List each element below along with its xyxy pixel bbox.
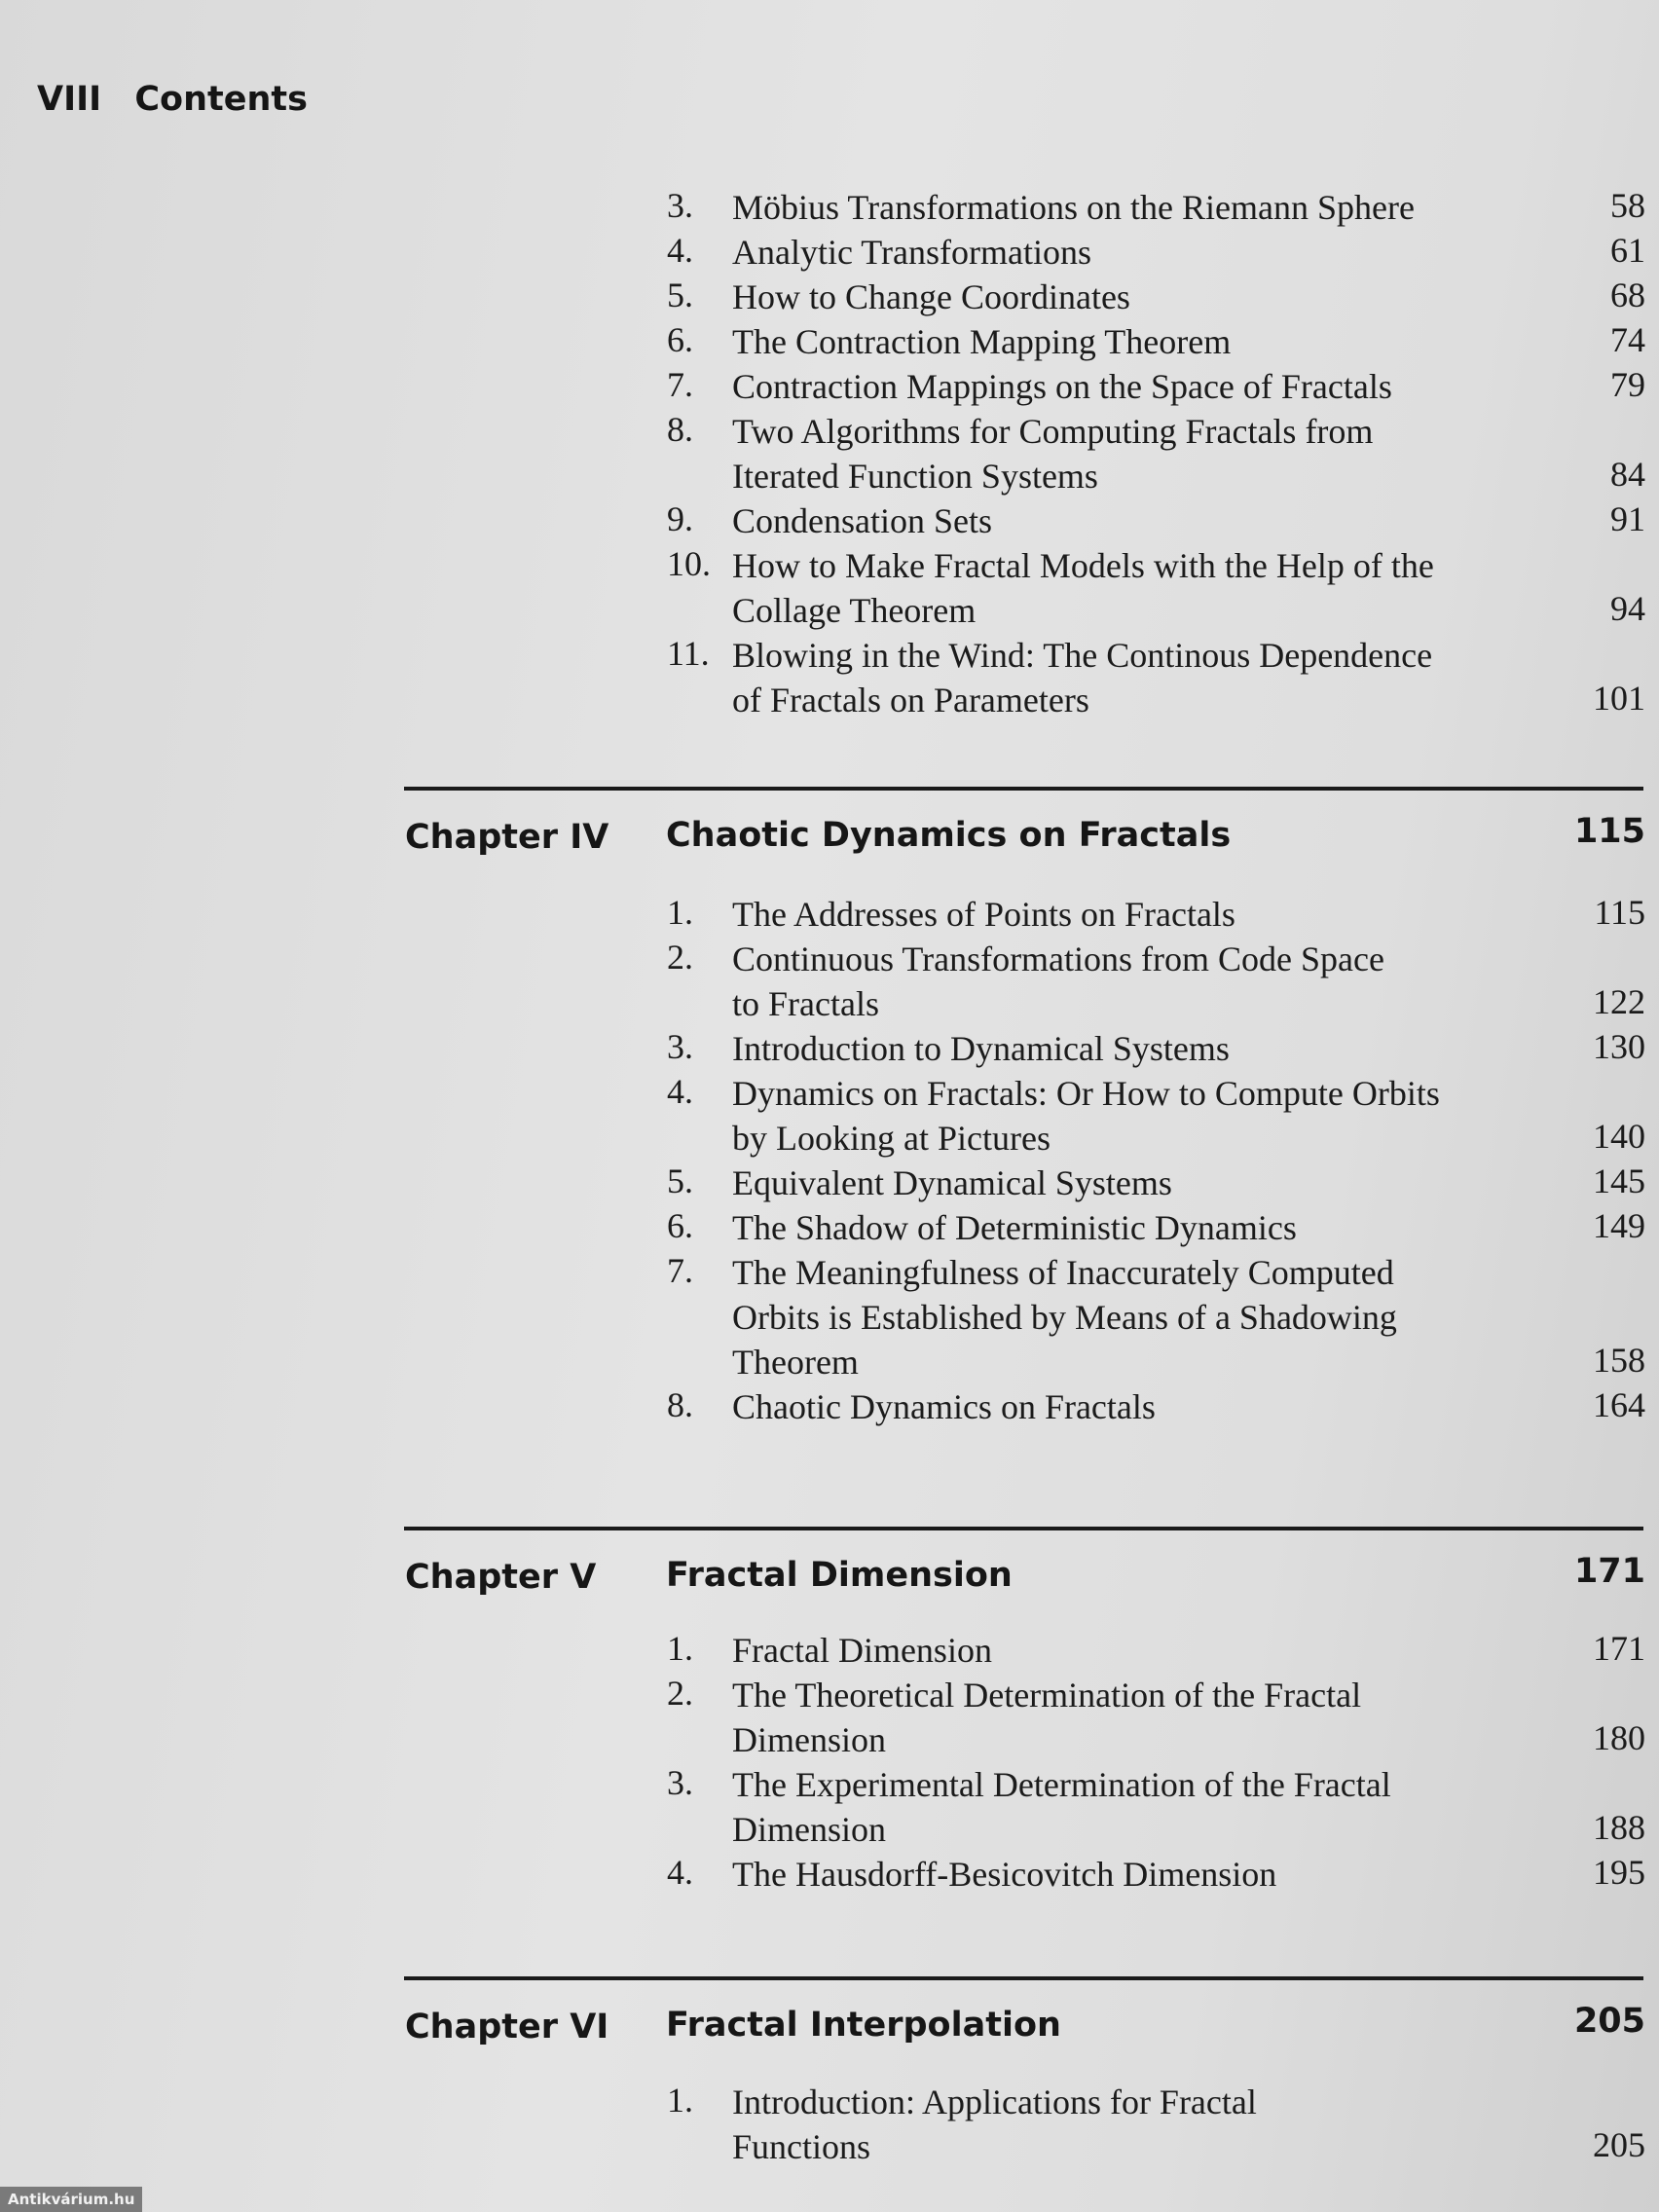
entry-title-line: Functions [732,2127,871,2166]
entry-title-line: Dynamics on Fractals: Or How to Compute Orbits [732,1074,1440,1113]
entry-number: 8. [667,1385,693,1424]
chapter-page: 205 [1573,2002,1645,2041]
entry-title [732,1205,1530,1250]
entry-title-line: Fractal Dimension [732,1631,992,1670]
chapter-page: 171 [1573,1552,1645,1591]
entry-number: 8. [667,410,693,449]
entry-title [732,1250,1530,1384]
entry-number: 2. [667,1674,693,1713]
entry-title-line: Equivalent Dynamical Systems [732,1163,1172,1202]
entry-page: 84 [1610,455,1645,494]
chapter-rule [404,787,1643,791]
entry-page: 122 [1593,982,1645,1021]
entry-title-line: Two Algorithms for Computing Fractals from [732,412,1374,451]
entry-title [732,364,1530,409]
entry-title-line: Möbius Transformations on the Riemann Sphere [732,188,1415,227]
chapter-title: Fractal Interpolation [666,2006,1061,2045]
entry-page: 145 [1593,1161,1645,1200]
entry-title-line: Chaotic Dynamics on Fractals [732,1387,1156,1426]
entry-page: 115 [1594,893,1645,932]
entry-page: 158 [1593,1341,1645,1380]
page-header [37,80,308,119]
entry-title-line: Introduction to Dynamical Systems [732,1029,1230,1068]
entry-title [732,2080,1530,2169]
entry-number: 10. [667,544,711,583]
entry-number: 2. [667,938,693,977]
entry-title-line: Continuous Transformations from Code Space [732,940,1384,978]
entry-title-line: How to Change Coordinates [732,277,1130,316]
entry-title-line: Blowing in the Wind: The Continous Dependence [732,636,1433,675]
entry-page: 130 [1593,1027,1645,1066]
chapter-title: Fractal Dimension [666,1556,1013,1595]
page-number: VIII [37,80,102,119]
entry-page: 58 [1610,186,1645,225]
entry-number: 1. [667,893,693,932]
entry-title [732,230,1530,275]
entry-number: 7. [667,1251,693,1290]
entry-page: 91 [1610,499,1645,538]
entry-number: 3. [667,1027,693,1066]
entry-title [732,1762,1530,1852]
entry-title-line: Contraction Mappings on the Space of Fractals [732,367,1392,406]
entry-number: 4. [667,231,693,270]
entry-page: 74 [1610,320,1645,359]
entry-number: 11. [667,634,710,673]
entry-title-line: The Hausdorff-Besicovitch Dimension [732,1855,1277,1894]
entry-title [732,633,1530,722]
entry-number: 7. [667,365,693,404]
entry-page: 171 [1593,1629,1645,1668]
entry-page: 164 [1593,1385,1645,1424]
entry-number: 9. [667,499,693,538]
chapter-label: Chapter V [405,1558,597,1597]
chapter-title: Chaotic Dynamics on Fractals [666,816,1232,855]
entry-title-line: The Meaningfulness of Inaccurately Computed [732,1253,1394,1292]
entry-page: 195 [1593,1853,1645,1892]
entry-page: 68 [1610,276,1645,314]
entry-title-line: Condensation Sets [732,501,992,540]
chapter-label: Chapter VI [405,2008,609,2046]
entry-page: 149 [1593,1206,1645,1245]
entry-title [732,1071,1530,1161]
entry-title-line: The Addresses of Points on Fractals [732,895,1235,934]
entry-title [732,498,1530,543]
entry-number: 1. [667,1629,693,1668]
entry-title-line: Collage Theorem [732,591,977,630]
entry-title [732,543,1530,633]
chapter-page: 115 [1573,812,1645,851]
entry-page: 94 [1610,589,1645,628]
chapter-label: Chapter IV [405,818,609,857]
entry-title-line: Dimension [732,1810,886,1849]
entry-page: 188 [1593,1808,1645,1847]
entry-title [732,1026,1530,1071]
entry-title [732,409,1530,498]
entry-title-line: The Experimental Determination of the Fractal [732,1765,1391,1804]
entry-number: 3. [667,186,693,225]
entry-title [732,275,1530,319]
entry-title-line: The Shadow of Deterministic Dynamics [732,1208,1297,1247]
entry-title [732,1161,1530,1205]
entry-page: 180 [1593,1718,1645,1757]
watermark: Antikvárium.hu [0,2187,142,2212]
entry-title-line: Orbits is Established by Means of a Shadowing [732,1298,1397,1337]
chapter-rule [404,1976,1643,1980]
entry-number: 5. [667,276,693,314]
entry-title-line: by Looking at Pictures [732,1119,1051,1158]
entry-number: 5. [667,1161,693,1200]
entry-title-line: Introduction: Applications for Fractal [732,2083,1257,2121]
entry-title [732,1628,1530,1673]
entry-number: 6. [667,1206,693,1245]
entry-title-line: of Fractals on Parameters [732,681,1089,719]
entry-page: 101 [1593,679,1645,718]
entry-page: 61 [1610,231,1645,270]
entry-number: 4. [667,1853,693,1892]
entry-title [732,1673,1530,1762]
entry-title-line: Iterated Function Systems [732,457,1098,496]
entry-title-line: to Fractals [732,984,879,1023]
entry-number: 6. [667,320,693,359]
entry-title [732,1852,1530,1897]
entry-title-line: Dimension [732,1720,886,1759]
entry-title [732,185,1530,230]
entry-title-line: The Contraction Mapping Theorem [732,322,1232,361]
entry-title-line: The Theoretical Determination of the Fractal [732,1676,1362,1714]
entry-title [732,937,1530,1026]
entry-title-line: Theorem [732,1343,859,1382]
chapter-rule [404,1527,1643,1530]
entry-title [732,892,1530,937]
entry-page: 79 [1610,365,1645,404]
entry-page: 140 [1593,1117,1645,1156]
entry-title-line: Analytic Transformations [732,233,1091,272]
entry-title [732,319,1530,364]
entry-title [732,1384,1530,1429]
page-title: Contents [134,80,308,119]
entry-number: 1. [667,2081,693,2120]
entry-title-line: How to Make Fractal Models with the Help of the [732,546,1434,585]
entry-page: 205 [1593,2125,1645,2164]
entry-number: 4. [667,1072,693,1111]
entry-number: 3. [667,1763,693,1802]
